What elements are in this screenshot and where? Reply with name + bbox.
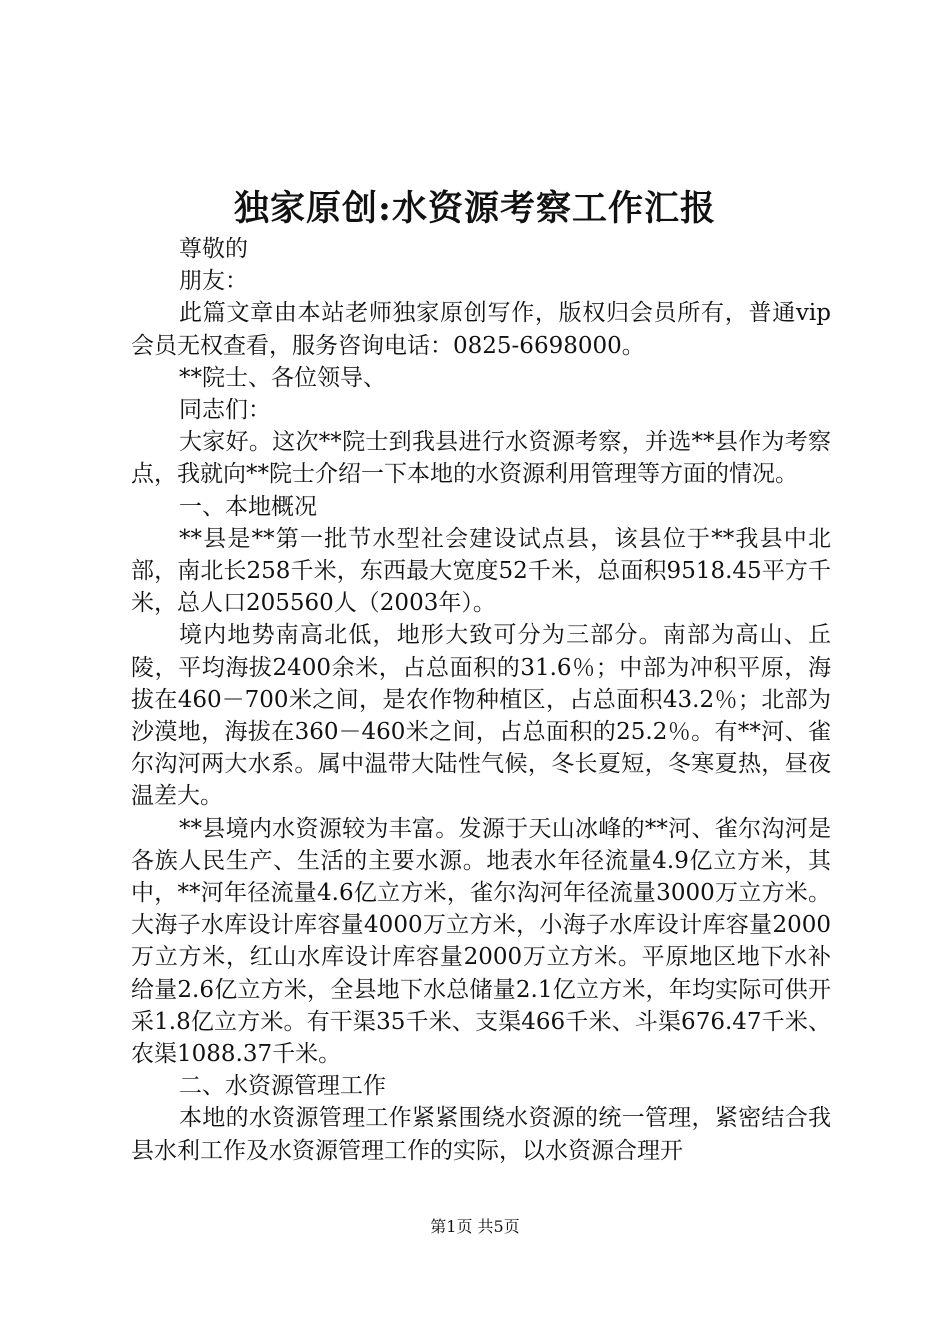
page-footer: 第1页 共5页 (430, 1217, 520, 1236)
paragraph: **县是**第一批节水型社会建设试点县，该县位于**我县中北部，南北长258千米，东西最大宽度52千米，总面积9518.45平方千米，总人口205560人（2003年）。 (131, 525, 831, 617)
paragraph: 此篇文章由本站老师独家原创写作，版权归会员所有，普通vip会员无权查看，服务咨询电话：0825-6698000。 (131, 300, 831, 359)
section-heading: 二、水资源管理工作 (179, 1073, 386, 1100)
paragraph: 本地的水资源管理工作紧紧围绕水资源的统一管理，紧密结合我县水利工作及水资源管理工作的实际，以水资源合理开 (131, 1105, 831, 1164)
document-title: 独家原创:水资源考察工作汇报 (234, 188, 716, 229)
paragraph: 境内地势南高北低，地形大致可分为三部分。南部为高山、丘陵，平均海拔2400余米，占总面积的31.6％；中部为冲积平原，海拔在460－700米之间，是农作物种植区，占总面积43.2％；北部为沙漠地，海拔在360－460米之间，占总面积的25.2％。有**河、雀尔沟河两大水系。属中温带大陆性气候，冬长夏短，冬寒夏热，昼夜温差大。 (131, 622, 831, 810)
document-body (131, 233, 831, 1167)
paragraph: 尊敬的 (179, 236, 248, 262)
paragraph: **县境内水资源较为丰富。发源于天山冰峰的**河、雀尔沟河是各族人民生产、生活的主要水源。地表水年径流量4.9亿立方米，其中，**河年径流量4.6亿立方米，雀尔沟河年径流量3000万立方米。大海子水库设计库容量4000万立方米，小海子水库设计库容量2000万立方米，红山水库设计库容量2000万立方米。平原地区地下水补给量2.6亿立方米，全县地下水总储量2.1亿立方米，年均实际可供开采1.8亿立方米。有干渠35千米、支渠466千米、斗渠676.47千米、农渠1088.37千米。 (131, 815, 831, 1068)
section-heading: 一、本地概况 (179, 493, 317, 520)
paragraph: 朋友： (179, 268, 248, 295)
paragraph: **院士、各位领导、 (179, 364, 386, 391)
paragraph: 同志们： (179, 397, 271, 424)
paragraph: 大家好。这次**院士到我县进行水资源考察，并选**县作为考察点，我就向**院士介绍一下本地的水资源利用管理等方面的情况。 (131, 429, 831, 488)
